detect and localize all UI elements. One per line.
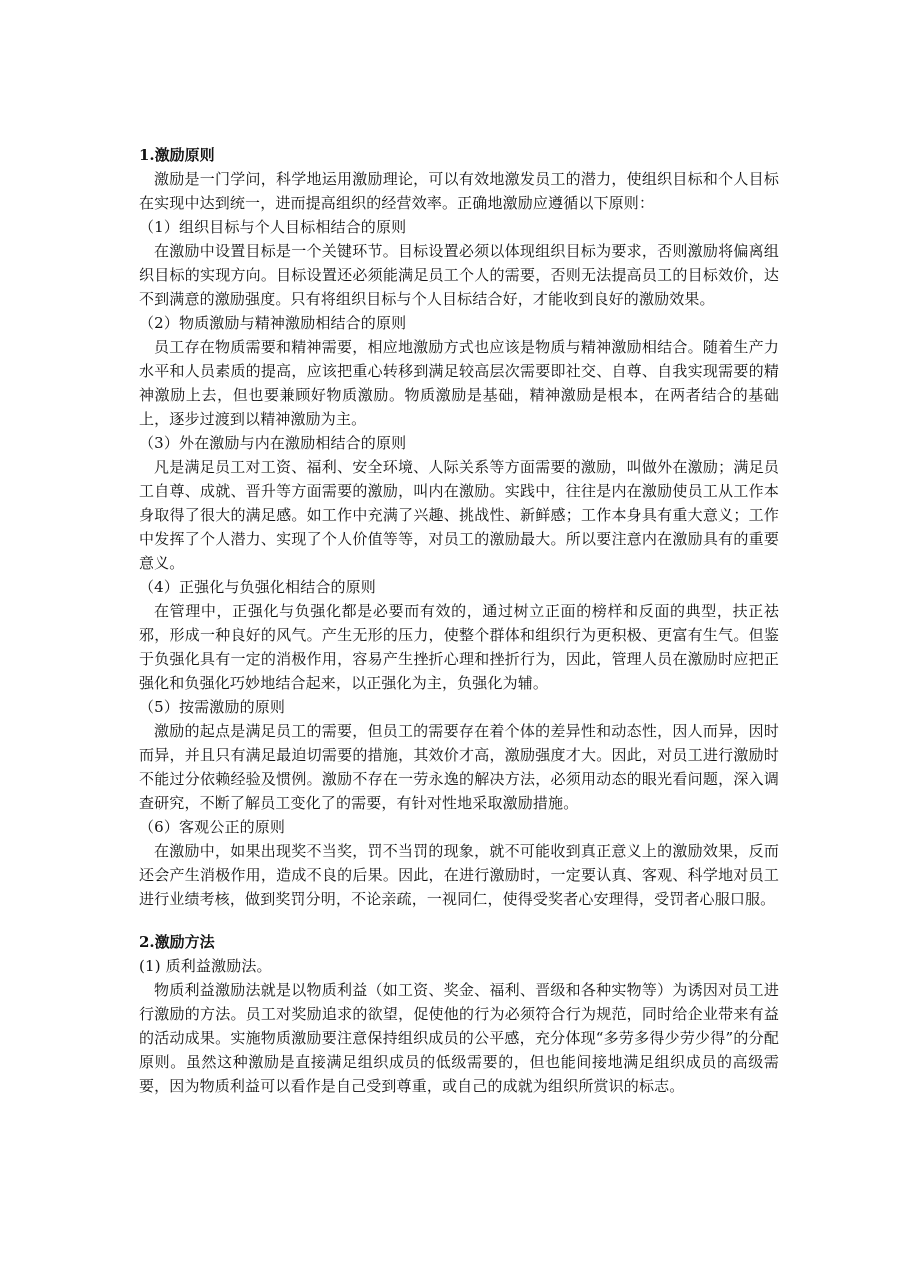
document-page [139, 143, 779, 1098]
section-title-methods: 2.激励方法 [139, 933, 215, 951]
principle-heading-4: （4）正强化与负强化相结合的原则 [139, 578, 376, 596]
section-title-principles: 1.激励原则 [139, 146, 215, 164]
intro-paragraph: 激励是一门学问，科学地运用激励理论，可以有效地激发员工的潜力，使组织目标和个人目标在实现中达到统一，进而提高组织的经营效率。正确地激励应遵循以下原则： [139, 170, 779, 212]
method-text-1: 物质利益激励法就是以物质利益（如工资、奖金、福利、晋级和各种实物等）为诱因对员工进行激励的方法。员工对奖励追求的欲望，促使他的行为必须符合行为规范，同时给企业带来有益的活动成果。实施物质激励要注意保持组织成员的公平感，充分体现“多劳多得少劳少得”的分配原则。虽然这种激励是直接满足组织成员的低级需要的，但也能间接地满足组织成员的高级需要，因为物质利益可以看作是自己受到尊重，或自己的成就为组织所赏识的标志。 [139, 981, 779, 1095]
principle-heading-2: （2）物质激励与精神激励相结合的原则 [139, 314, 407, 332]
principle-heading-5: （5）按需激励的原则 [139, 698, 286, 716]
principle-heading-3: （3）外在激励与内在激励相结合的原则 [139, 434, 407, 452]
principle-text-1: 在激励中设置目标是一个关键环节。目标设置必须以体现组织目标为要求，否则激励将偏离组织目标的实现方向。目标设置还必须能满足员工个人的需要，否则无法提高员工的目标效价，达不到满意的激励强度。只有将组织目标与个人目标结合好，才能收到良好的激励效果。 [139, 242, 779, 308]
principle-text-4: 在管理中，正强化与负强化都是必要而有效的，通过树立正面的榜样和反面的典型，扶正祛邪，形成一种良好的风气。产生无形的压力，使整个群体和组织行为更积极、更富有生气。但鉴于负强化具有一定的消极作用，容易产生挫折心理和挫折行为，因此，管理人员在激励时应把正强化和负强化巧妙地结合起来，以正强化为主，负强化为辅。 [139, 602, 779, 692]
principle-text-2: 员工存在物质需要和精神需要，相应地激励方式也应该是物质与精神激励相结合。随着生产力水平和人员素质的提高，应该把重心转移到满足较高层次需要即社交、自尊、自我实现需要的精神激励上去，但也要兼顾好物质激励。物质激励是基础，精神激励是根本，在两者结合的基础上，逐步过渡到以精神激励为主。 [139, 338, 779, 428]
principle-text-5: 激励的起点是满足员工的需要，但员工的需要存在着个体的差异性和动态性，因人而异，因时而异，并且只有满足最迫切需要的措施，其效价才高，激励强度才大。因此，对员工进行激励时不能过分依赖经验及惯例。激励不存在一劳永逸的解决方法，必须用动态的眼光看问题，深入调查研究，不断了解员工变化了的需要，有针对性地采取激励措施。 [139, 722, 779, 812]
principle-heading-1: （1）组织目标与个人目标相结合的原则 [139, 218, 407, 236]
principle-heading-6: （6）客观公正的原则 [139, 818, 286, 836]
principle-text-3: 凡是满足员工对工资、福利、安全环境、人际关系等方面需要的激励，叫做外在激励；满足员工自尊、成就、晋升等方面需要的激励，叫内在激励。实践中，往往是内在激励使员工从工作本身取得了很大的满足感。如工作中充满了兴趣、挑战性、新鲜感；工作本身具有重大意义；工作中发挥了个人潜力、实现了个人价值等等，对员工的激励最大。所以要注意内在激励具有的重要意义。 [139, 458, 779, 572]
principle-text-6: 在激励中，如果出现奖不当奖，罚不当罚的现象，就不可能收到真正意义上的激励效果，反而还会产生消极作用，造成不良的后果。因此，在进行激励时，一定要认真、客观、科学地对员工进行业绩考核，做到奖罚分明，不论亲疏，一视同仁，使得受奖者心安理得，受罚者心服口服。 [139, 842, 779, 908]
method-heading-1: (1) 质利益激励法。 [139, 957, 272, 975]
